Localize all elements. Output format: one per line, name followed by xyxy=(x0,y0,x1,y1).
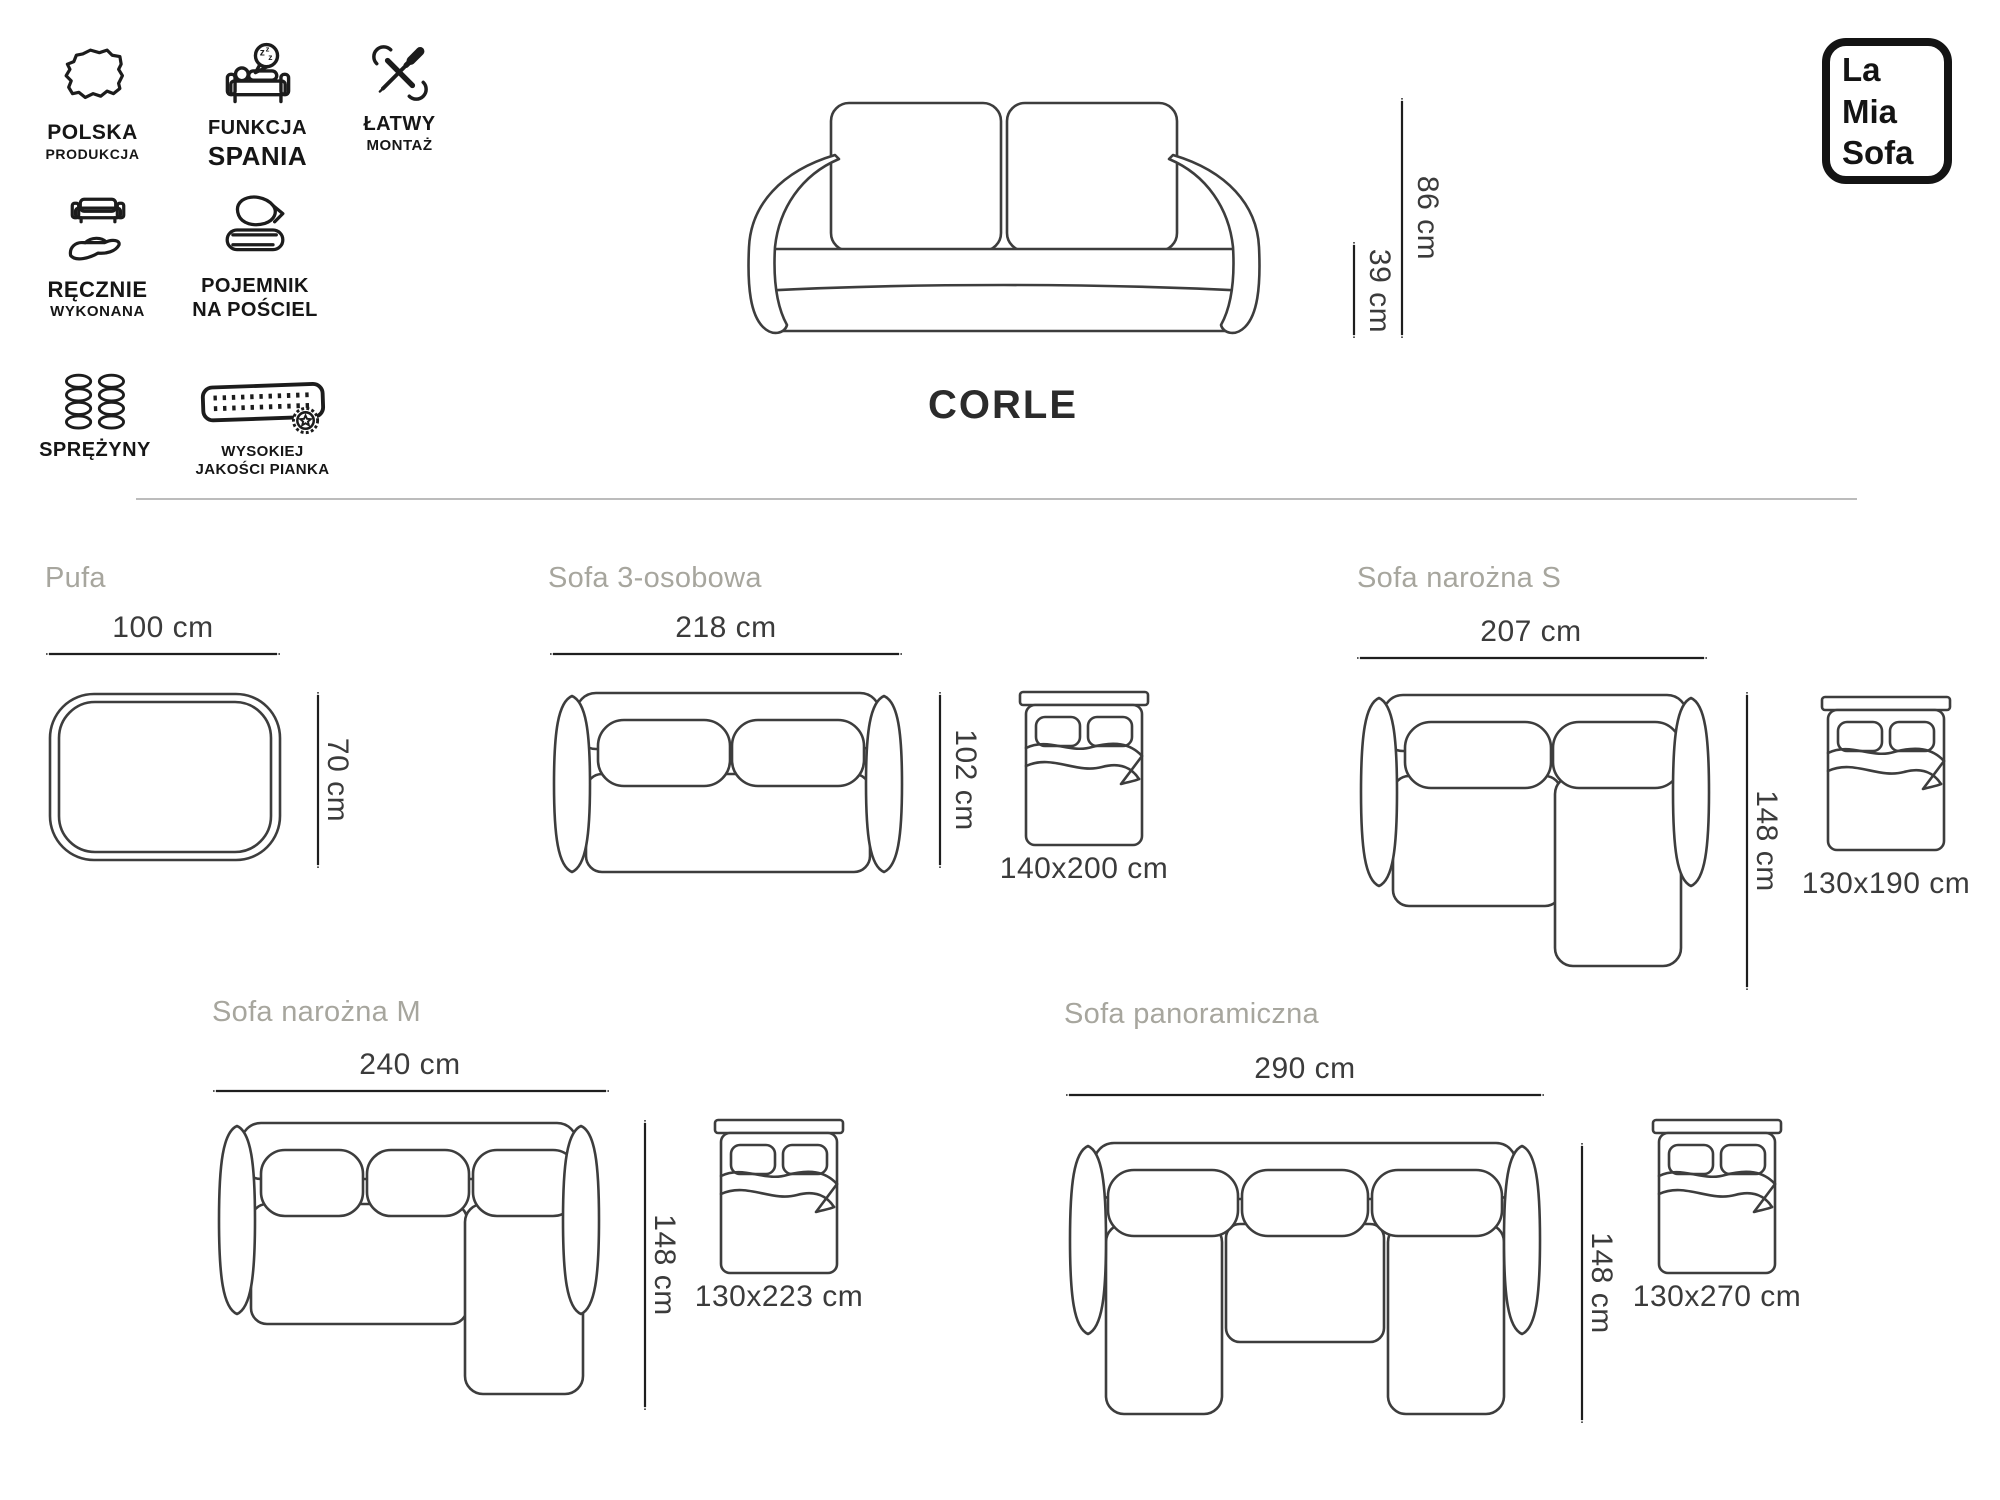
brand-logo-line: Sofa xyxy=(1842,134,1914,172)
feature-label: SPRĘŻYNY xyxy=(39,439,151,461)
svg-text:z: z xyxy=(267,51,272,62)
pufa-top-view-drawing xyxy=(46,690,284,864)
panoramiczna-width-label: 290 cm xyxy=(1254,1052,1356,1085)
feature-funkcja-spania xyxy=(180,42,335,171)
naroznaS-width-label: 207 cm xyxy=(1480,615,1582,648)
feature-pojemnik-na-posciel xyxy=(175,192,335,322)
feature-label: RĘCZNIE xyxy=(47,277,148,302)
panoramic-top-view-drawing xyxy=(1064,1138,1546,1421)
pufa-depth-label: 70 cm xyxy=(321,737,354,823)
feature-sublabel: SPANIA xyxy=(207,140,308,171)
naroznaM-width-label: 240 cm xyxy=(359,1048,461,1081)
tools-icon xyxy=(369,40,431,106)
seat-height-arrow xyxy=(1346,242,1362,338)
variant-title-sofa-3: Sofa 3-osobowa xyxy=(548,562,762,594)
feature-label: WYSOKIEJ xyxy=(221,443,304,460)
bed-icon xyxy=(1820,695,1952,855)
naroznaM-bed-size-label: 130x223 cm xyxy=(694,1280,864,1313)
svg-text:z: z xyxy=(265,44,269,54)
panoramiczna-bed-size-label: 130x270 cm xyxy=(1632,1280,1802,1313)
divider xyxy=(136,498,1857,500)
corner-m-top-view-drawing xyxy=(213,1118,605,1401)
feature-sublabel: JAKOŚCI PIANKA xyxy=(195,460,330,478)
handmade-icon xyxy=(64,196,132,270)
bed-icon xyxy=(713,1118,845,1278)
pufa-width-label: 100 cm xyxy=(112,611,214,644)
brand-logo xyxy=(1822,38,1952,184)
bed-icon xyxy=(1651,1118,1783,1278)
naroznaS-width-arrow xyxy=(1357,650,1707,666)
feature-sprezyny xyxy=(30,372,160,463)
feature-sublabel: WYKONANA xyxy=(50,302,145,320)
corner-s-top-view-drawing xyxy=(1355,690,1715,972)
page-title: CORLE xyxy=(928,383,1078,427)
variant-title-panoramiczna: Sofa panoramiczna xyxy=(1064,998,1319,1030)
feature-label: FUNKCJA xyxy=(207,117,308,139)
sofa3-width-label: 218 cm xyxy=(675,611,777,644)
panoramiczna-depth-label: 148 cm xyxy=(1585,1232,1618,1334)
sofa3-width-arrow xyxy=(550,646,902,662)
feature-label: ŁATWY xyxy=(363,113,436,135)
svg-text:z: z xyxy=(259,47,265,59)
sofa3-depth-arrow xyxy=(932,692,948,868)
height-arrow xyxy=(1394,98,1410,338)
naroznaM-width-arrow xyxy=(213,1083,609,1099)
sofa3-bed-size-label: 140x200 cm xyxy=(999,852,1169,885)
sofa3-depth-label: 102 cm xyxy=(949,729,982,831)
bed-icon xyxy=(1018,690,1150,850)
naroznaS-depth-label: 148 cm xyxy=(1750,790,1783,892)
poland-map-icon xyxy=(61,40,125,114)
feature-label: POLSKA xyxy=(47,121,138,144)
brand-logo-line: La xyxy=(1842,51,1881,88)
feature-recznie-wykonana xyxy=(30,196,165,321)
feature-wysokiej-jakosci-pianka xyxy=(165,378,360,478)
foam-quality-icon xyxy=(199,378,327,436)
sofa-3-top-view-drawing xyxy=(548,688,908,880)
feature-label: POJEMNIK xyxy=(201,275,309,297)
sleeping-function-icon xyxy=(222,42,294,110)
brand-logo-line: Mia xyxy=(1842,92,1898,130)
pufa-width-arrow xyxy=(46,646,280,662)
variant-title-narozna-m: Sofa narożna M xyxy=(212,996,421,1028)
variant-title-narozna-s: Sofa narożna S xyxy=(1357,562,1562,594)
seat-height-label: 39 cm xyxy=(1363,248,1396,334)
feature-sublabel: PRODUKCJA xyxy=(45,145,140,162)
feature-sublabel: MONTAŻ xyxy=(366,136,433,154)
sofa-front-view-drawing xyxy=(719,97,1289,338)
bedding-container-icon xyxy=(219,192,291,268)
feature-latwy-montaz xyxy=(342,40,457,154)
variant-title-pufa: Pufa xyxy=(45,562,106,594)
naroznaM-depth-label: 148 cm xyxy=(648,1214,681,1316)
naroznaS-bed-size-label: 130x190 cm xyxy=(1801,867,1971,900)
feature-polska-produkcja xyxy=(30,40,155,162)
sofa-height-label: 86 cm xyxy=(1411,175,1444,261)
panoramiczna-width-arrow xyxy=(1066,1087,1544,1103)
feature-sublabel: NA POŚCIEL xyxy=(192,298,318,321)
springs-icon xyxy=(62,372,128,432)
